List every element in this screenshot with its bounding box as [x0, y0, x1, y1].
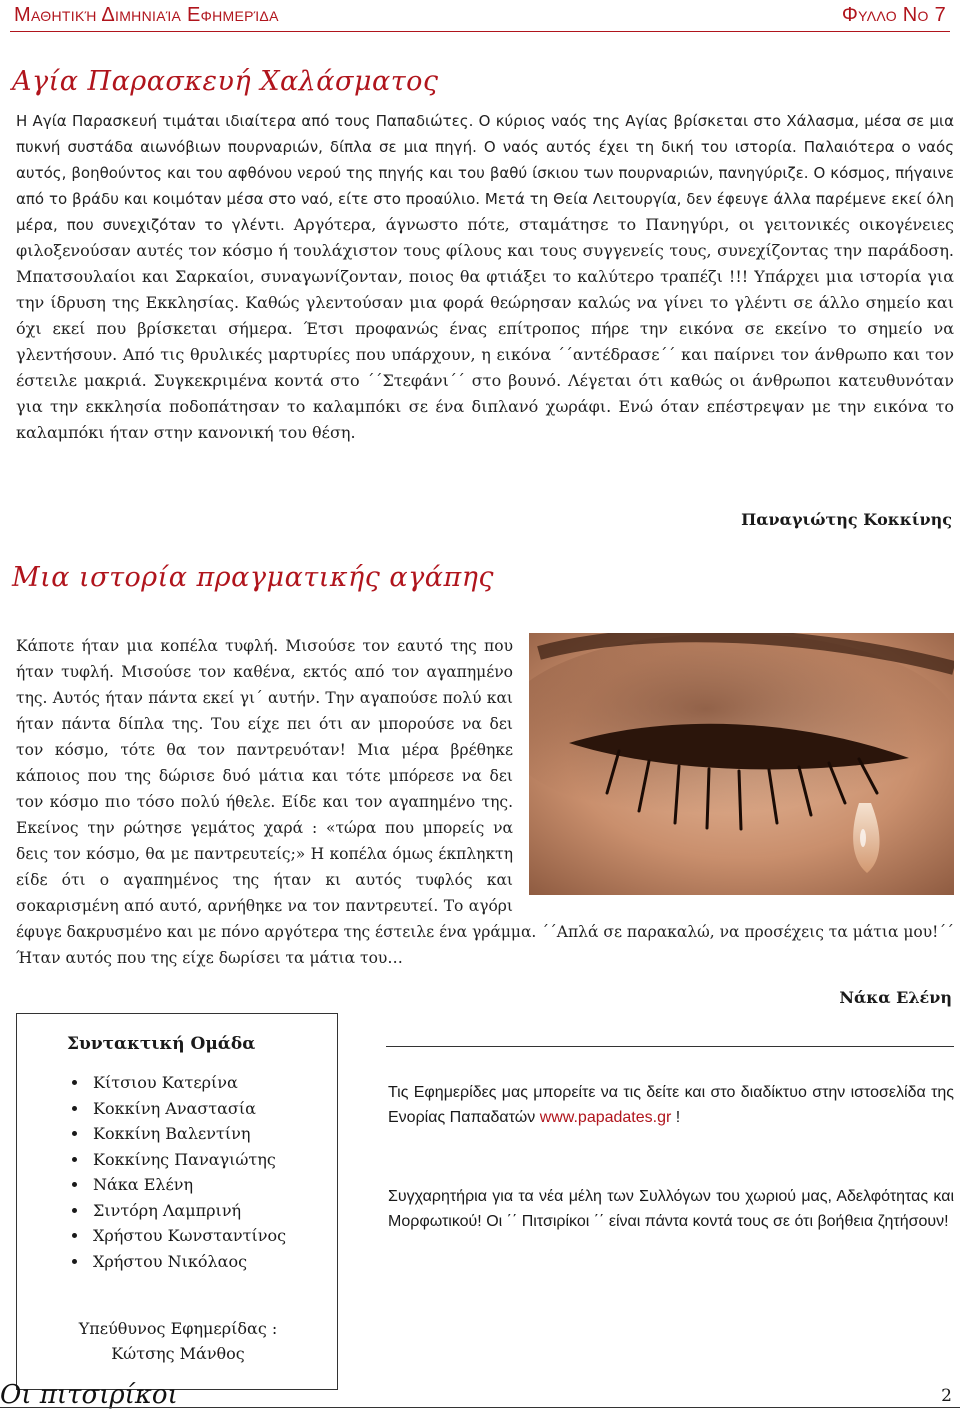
list-item: • Σιντόρη Λαμπρινή: [89, 1198, 286, 1224]
article-body-agia-paraskevi: [16, 108, 954, 446]
online-notice-text: Τις Εφημερίδες μας μπορείτε να τις δείτε και στο διαδίκτυο στην ιστοσελίδα της Ενορίας Παπαδατών: [388, 1084, 954, 1126]
sheet-number: Φυλλο Νο 7: [841, 4, 946, 26]
article-body-love-story: Κάποτε ήταν μια κοπέλα τυφλή. Μισούσε τον εαυτό της που ήταν τυφλή. Μισούσε τον καθένα, εκτός από τον αγαπημένο της. Αυτός ήταν πάντα εκεί γι΄ αυτήν. Την αγαπούσε πολύ και ήταν πάντα δίπλα της. Του είχε πει ότι αν μπορούσε να δει τον κόσμο, τότε θα τον παντρευόταν! Μια μέρα βρέθηκε κάποιος που της δώρισε δυό μάτια και τότε μπόρεσε να δει τον κόσμο πιο τόσο πολύ ήθελε. Είδε και τον αγαπημένο της. Εκείνος την ρώτησε γεμάτος χαρά : «τώρα που μπορείς να δεις τον κόσμο, θα με παντρευτείς;» Η κοπέλα όμως έκπληκτη είδε ότι ο αγαπημένος της ήταν κι αυτός τυφλός και σοκαρισμένη από αυτό, αρνήθηκε να τον παντρευτεί. Το αγόρι έφυγε δακρυσμένο και με πόνο αργότερα της έστειλε ένα γράμμα. ΄΄Απλά σε παρακαλώ, να προσέχεις τα μάτια μου!΄΄: [16, 637, 954, 941]
online-notice: [388, 1080, 954, 1130]
list-item: • Κίτσιου Κατερίνα: [89, 1070, 286, 1096]
page-number: 2: [941, 1386, 952, 1406]
article-paragraph: Αργότερα, άγνωστο πότε, σταμάτησε το Πανηγύρι, οι γειτονικές οικογένειες φιλοξενούσαν αυτές τον κόσμο ή τουλάχιστον τους φίλους και τους συγγενείς τους, συνεχίζοντας την παράδοση. Μπατσουλαίοι και Σαρκαίοι, συναγωνίζονταν, ποιος θα φτιάξει το καλύτερο τραπέζι !!! Υπάρχει μια ιστορία για την ίδρυση της Εκκλησίας. Καθώς γλεντούσαν μια φορά θεώρησαν καλώς να γίνει το γλέντι σε άλλο σημείο και όχι εκεί που βρίσκεται σήμερα. Έτσι προφανώς ένας επίτροπος πήρε την εικόνα σε εκείνο το σημείο να γλεντήσουν. Από τις θρυλικές μαρτυρίες που υπάρχουν, η εικόνα ΄΄αντέδρασε΄΄ και παίρνει τον άνθρωπο και τον έστειλε μακριά. Συγκεκριμένα κοντά στο ΄΄Στεφάνι΄΄ στο βουνό. Λέγεται ότι καθώς οι άνθρωποι κατευθυνόταν για την εκκλησία ποδοπάτησαν το καλαμπόκι σε ένα διπλανό χωράφι. Ενώ όταν επέστρεψαν με την εικόνα το καλαμπόκι ήταν στην κανονική του θέση.: [16, 215, 954, 442]
article-title-agia-paraskevi: Αγία Παρασκευή Χαλάσματος: [12, 66, 439, 97]
footer-title: Οι πιτσιρίκοι: [0, 1380, 178, 1410]
article-author: Παναγιώτης Κοκκίνης: [741, 510, 952, 529]
newspaper-name: Μαθητική Διμηνιαία Εφημερίδα: [14, 4, 279, 26]
congratulations-notice: Συγχαρητήρια για τα νέα μέλη των Συλλόγων του χωριού μας, Αδελφότητας και Μορφωτικού! Οι ΄΄ Πιτσιρίκοι ΄΄ είναι πάντα κοντά τους σε ότι βοήθεια ζητήσουν!: [388, 1188, 954, 1230]
article-love-story: [16, 633, 954, 971]
responsible-name: Κώτσης Μάνθος: [111, 1344, 245, 1363]
footer-divider: [0, 1407, 960, 1408]
tearful-eye-photo: [529, 633, 954, 895]
editorial-members-list: [61, 1070, 286, 1274]
editorial-title: Συντακτική Ομάδα: [67, 1034, 256, 1054]
responsible-editor: [17, 1316, 339, 1366]
tearful-eye-image: [529, 633, 954, 895]
list-item: • Κοκκίνη Βαλεντίνη: [89, 1121, 286, 1147]
article-title-love-story: Μια ιστορία πραγματικής αγάπης: [12, 562, 495, 593]
responsible-label: Υπεύθυνος Εφημερίδας :: [78, 1319, 278, 1338]
list-item: • Χρήστου Νικόλαος: [89, 1249, 286, 1275]
website-link[interactable]: www.papadates.gr: [539, 1109, 672, 1126]
list-item: • Κοκκίνης Παναγιώτης: [89, 1147, 286, 1173]
article-author: Νάκα Ελένη: [839, 988, 952, 1007]
header-divider: [10, 31, 950, 32]
notice-divider: [386, 1046, 954, 1047]
list-item: • Νάκα Ελένη: [89, 1172, 286, 1198]
list-item: • Χρήστου Κωνσταντίνος: [89, 1223, 286, 1249]
online-notice-end: !: [671, 1109, 681, 1126]
list-item: • Κοκκίνη Αναστασία: [89, 1096, 286, 1122]
article-paragraph: Η Αγία Παρασκευή τιμάται ιδιαίτερα από τους Παπαδιώτες. Ο κύριος ναός της Αγίας βρίσκεται στο Χάλασμα, μέσα σε μια πυκνή συστάδα αιωνόβιων πουρναριών, δίπλα σε μια πηγή. Ο ναός αυτός έχει τη δική του ιστορία. Παλαιότερα ο ναός αυτός, βοηθούντος και του αφθόνου νερού της πηγής και του βαθύ ίσκιου των πουρναριών, πανηγύριζε. Ο κόσμος, πήγαινε από το βράδυ και κοιμόταν μέσα στο ναό, είτε στο προαύλιο. Μετά τη Θεία Λειτουργία, δεν έφευγε άλλα παρέμενε εκεί όλη μέρα, που συνεχιζόταν το γλέντι.: [16, 112, 954, 234]
editorial-team-box: [16, 1013, 338, 1390]
article-ending: Ήταν αυτός που της είχε δωρίσει τα μάτια του…: [16, 949, 403, 967]
